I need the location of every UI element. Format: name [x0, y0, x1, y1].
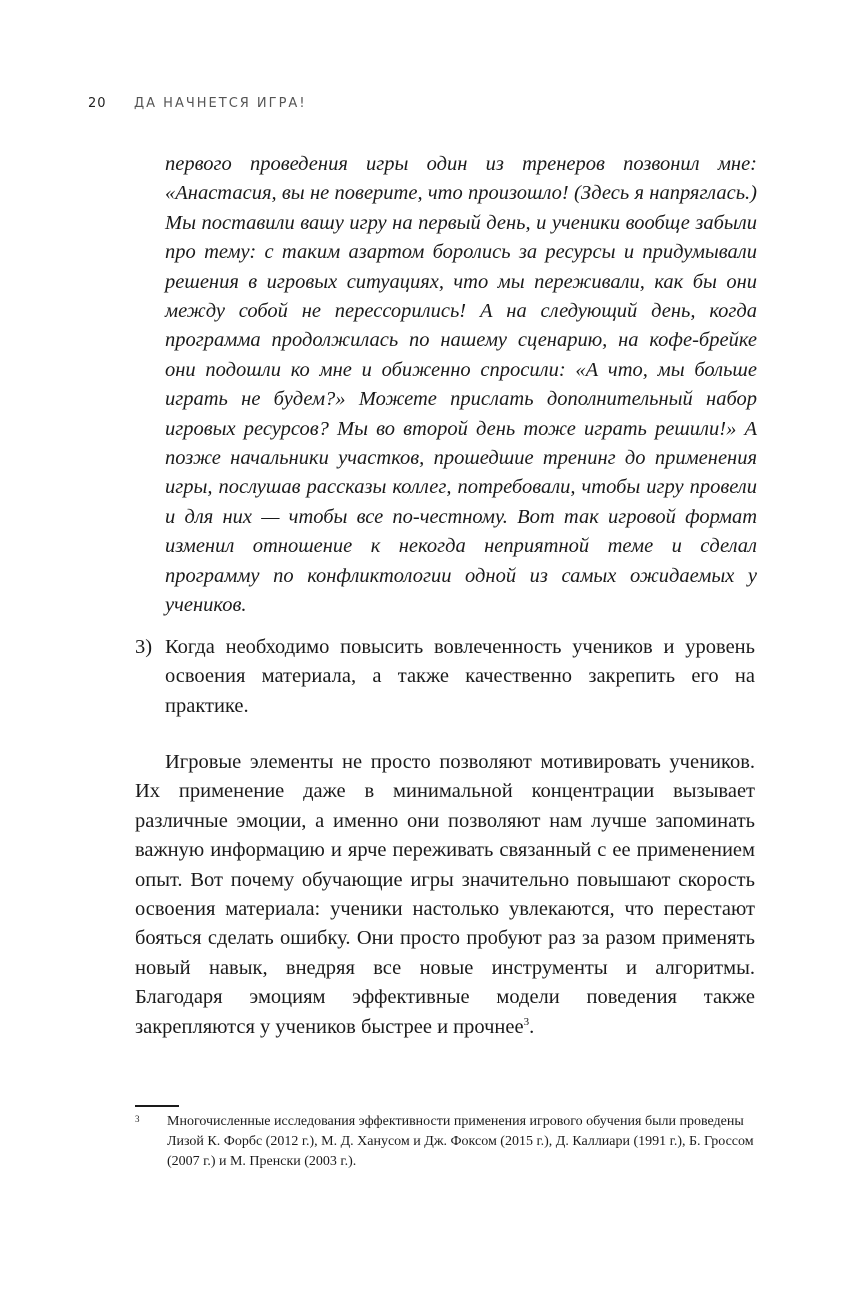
paragraph-end: .	[529, 1015, 535, 1038]
body-paragraph	[135, 748, 755, 1042]
list-item-text: Когда необходимо повысить вовлеченность учеников и уровень освоения материала, а также качественно закрепить его на практике.	[165, 636, 755, 717]
quote-text: первого проведения игры один из тренеров позвонил мне: «Анастасия, вы не поверите, что произошло! (Здесь я напряглась.) Мы поставили вашу игру на первый день, и ученики вообще забыли про тему: с таким азартом боролись за ресурсы и придумывали решения в игровых ситуациях, что мы переживали, как бы они между собой не перессорились! А на следующий день, когда программа продолжилась по нашему сценарию, на кофе-брейке они подошли ко мне и обиженно спросили: «А что, мы больше играть не будем?» Можете прислать дополнительный набор игровых ресурсов? Мы во второй день тоже играть решили!» А позже начальники участков, прошедшие тренинг до применения игры, послушав рассказы коллег, потребовали, чтобы игру провели и для них — чтобы все по-честному. Вот так игровой формат изменил отношение к некогда неприятной теме и сделал программу по конфликтологии одной из самых ожидаемых у учеников.	[165, 153, 757, 617]
footnote-mark: 3	[135, 1114, 140, 1124]
footnote-text: Многочисленные исследования эффективности применения игрового обучения были проведены Лизой К. Форбс (2012 г.), М. Д. Ханусом и Дж. Фоксом (2015 г.), Д. Каллиари (1991 г.), Б. Гроссом (2007 г.) и М. Пренски (2003 г.).	[167, 1114, 754, 1169]
page-number: 20	[88, 96, 107, 111]
list-item-number: 3)	[135, 636, 153, 658]
list-item	[135, 633, 755, 721]
paragraph-text: Игровые элементы не просто позволяют мотивировать учеников. Их применение даже в минимальной концентрации вызывает различные эмоции, а именно они позволяют нам лучше запоминать важную информацию и ярче переживать связанный с ее применением опыт. Вот почему обучающие игры значительно повышают скорость освоения материала: ученики настолько увлекаются, что перестают бояться сделать ошибку. Они просто пробуют раз за разом применять новый навык, внедряя все новые инструменты и алгоритмы. Благодаря эмоциям эффективные модели поведения также закрепляются у учеников быстрее и прочнее	[135, 751, 755, 1038]
running-title: ДА НАЧНЕТСЯ ИГРА!	[134, 96, 307, 111]
footnote	[135, 1112, 755, 1172]
running-head	[88, 96, 307, 111]
paragraph	[135, 748, 755, 1042]
footnote-reference[interactable]: 3	[523, 1015, 530, 1028]
footnote-separator	[135, 1105, 179, 1107]
quote-block	[165, 150, 757, 621]
